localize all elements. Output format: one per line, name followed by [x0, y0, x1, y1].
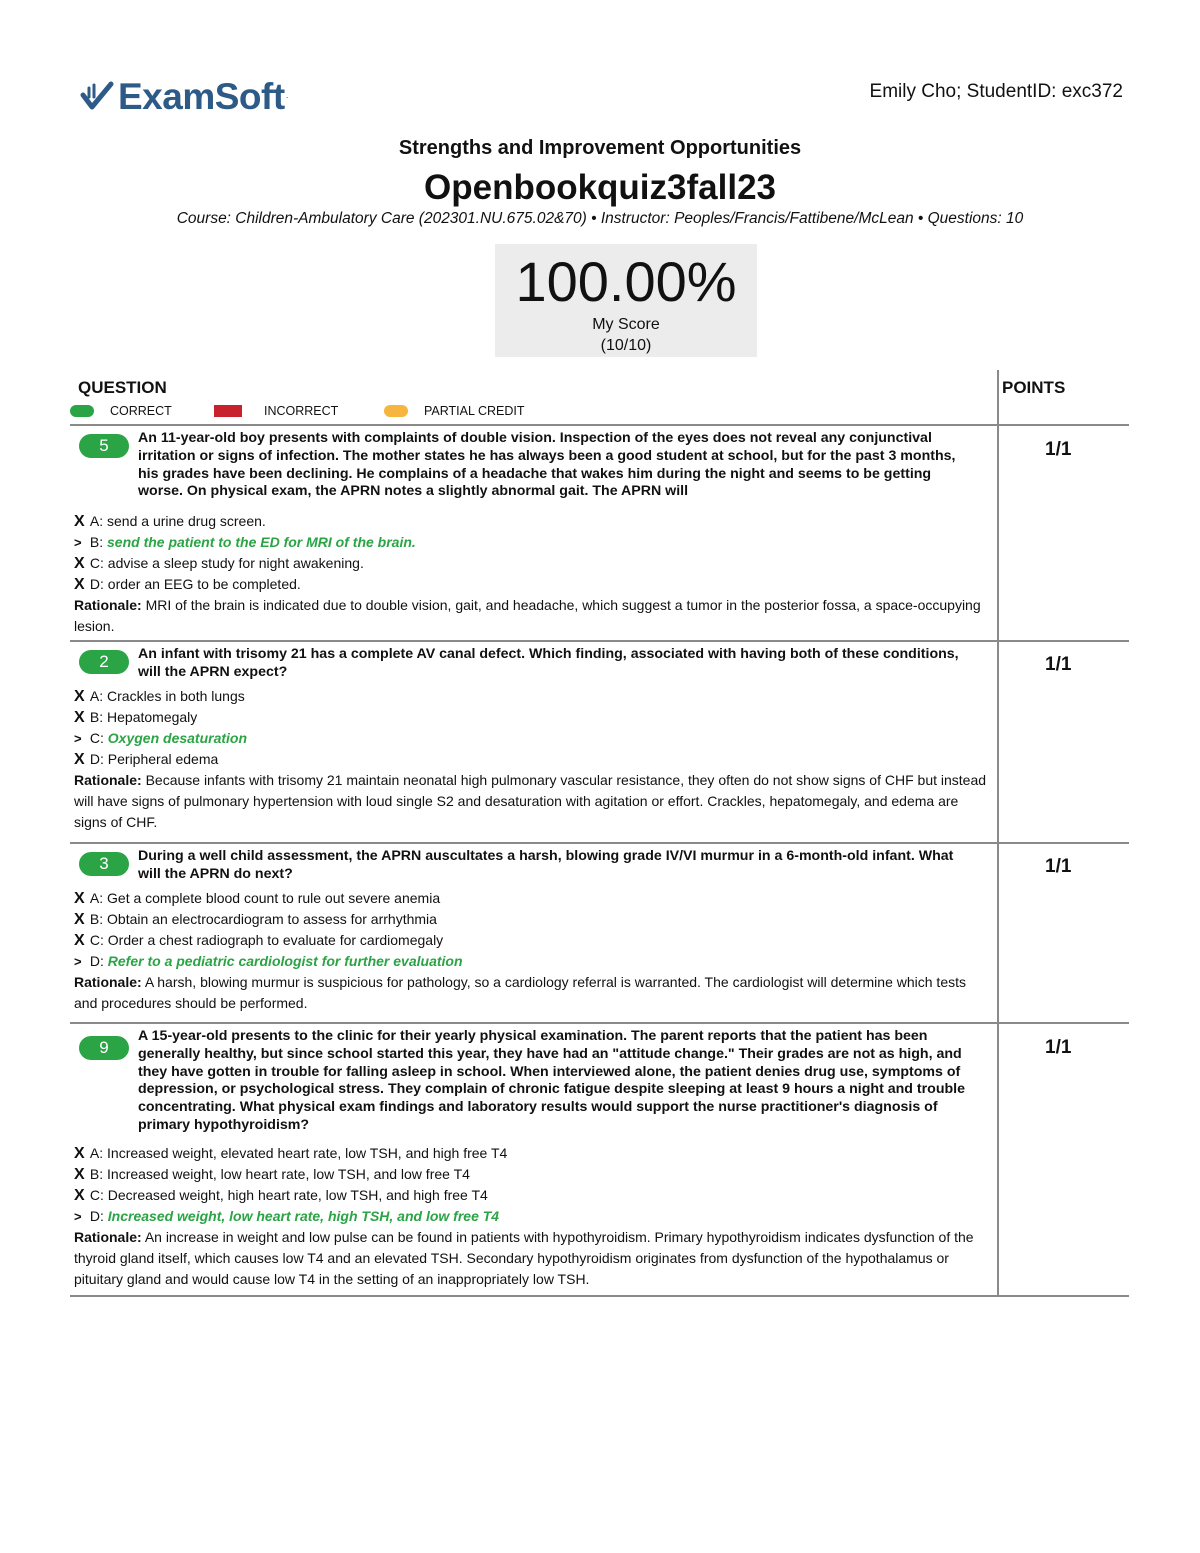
option-text: send a urine drug screen.	[107, 513, 266, 530]
question-block	[70, 1023, 995, 1290]
question-header	[70, 1023, 995, 1135]
incorrect-mark-icon: X	[74, 513, 85, 531]
legend-partial-label: PARTIAL CREDIT	[424, 404, 525, 418]
legend	[70, 402, 524, 420]
answer-option: X D: order an EEG to be completed.	[74, 576, 301, 594]
option-text: Get a complete blood count to rule out severe anemia	[107, 889, 441, 906]
incorrect-mark-icon: X	[74, 750, 85, 768]
answer-option: X C: Order a chest radiograph to evaluate for cardiomegaly	[74, 931, 444, 949]
question-block	[70, 641, 995, 833]
answer-option-correct: > B: send the patient to the ED for MRI of the brain.	[74, 532, 995, 553]
question-header	[70, 843, 995, 884]
answer-option-correct: > C: Oxygen desaturation	[74, 728, 995, 749]
question-text: A 15-year-old presents to the clinic for their yearly physical examination. The parent reports that the patient has been generally healthy, but since school started this year, they have had an "attitude change." Their grades are not as high, and they have gotten in trouble for falling asleep in school. When interviewed alone, the patient denies drug use, symptoms of depression, or psychological stress. They complain of chronic fatigue despite sleeping at least 9 hours a night and trouble concentrating. What physical exam findings and laboratory results would support the nurse practitioner's diagnosis of primary hypothyroidism?	[138, 1028, 965, 1133]
incorrect-mark-icon: X	[74, 931, 85, 949]
rationale	[74, 595, 989, 637]
legend-correct-label: CORRECT	[110, 404, 172, 418]
question-text: An infant with trisomy 21 has a complete AV canal defect. Which finding, associated with having both of these conditions, will the APRN expect?	[138, 646, 959, 680]
answer-option: X B: Hepatomegaly	[74, 708, 198, 726]
option-text: Increased weight, low heart rate, high TSH, and low free T4	[107, 1207, 500, 1224]
incorrect-mark-icon: X	[74, 1186, 85, 1204]
question-points: 1/1	[1045, 654, 1072, 675]
correct-arrow-icon: >	[74, 953, 82, 969]
incorrect-mark-icon: X	[74, 1165, 85, 1183]
incorrect-mark-icon: X	[74, 555, 85, 573]
question-points: 1/1	[1045, 1037, 1072, 1058]
question-header	[70, 641, 995, 682]
score-fraction: (10/10)	[600, 337, 652, 354]
rationale-text: An increase in weight and low pulse can be found in patients with hypothyroidism. Primary hypothyroidism indicates dysfunction of the thyroid gland itself, which causes low T4 and an elevated TSH. Secondary hypothyroidism originates from dysfunction of the hypothalamus or pituitary gland and would cause low T4 in the setting of an inappropriately low TSH.	[74, 1228, 974, 1287]
question-number-badge: 5	[79, 434, 129, 458]
answer-option-correct: > D: Increased weight, low heart rate, high TSH, and low free T4	[74, 1206, 995, 1227]
student-info: Emily Cho; StudentID: exc372	[869, 81, 1123, 102]
correct-arrow-icon: >	[74, 535, 82, 551]
examsoft-logo	[80, 74, 289, 120]
option-text: Order a chest radiograph to evaluate for cardiomegaly	[107, 931, 444, 948]
rationale	[74, 1227, 989, 1290]
question-column-header: QUESTION	[78, 378, 167, 397]
question-number-badge: 2	[79, 650, 129, 674]
examsoft-checkmark-icon	[80, 80, 114, 114]
logo-mark: ·	[285, 92, 289, 102]
option-text: Crackles in both lungs	[107, 687, 245, 704]
rationale-label: Rationale:	[74, 973, 142, 990]
table-rule	[70, 1295, 1129, 1297]
incorrect-mark-icon: X	[74, 910, 85, 928]
incorrect-mark-icon: X	[74, 708, 85, 726]
rationale-text: Because infants with trisomy 21 maintain neonatal high pulmonary vascular resistance, they often do not show signs of CHF but instead will have signs of pulmonary hypertension with loud single S2 and desaturation with agitation or effort. Crackles, hepatomegaly, and edema are signs of CHF.	[74, 771, 987, 830]
answer-option: X A: Get a complete blood count to rule out severe anemia	[74, 889, 441, 907]
column-divider	[997, 370, 999, 1296]
rationale-label: Rationale:	[74, 771, 142, 788]
correct-arrow-icon: >	[74, 1208, 82, 1224]
answer-option: X D: Peripheral edema	[74, 750, 219, 768]
rationale-label: Rationale:	[74, 1228, 142, 1245]
question-number-badge: 9	[79, 1036, 129, 1060]
score-box	[495, 244, 757, 357]
incorrect-mark-icon: X	[74, 889, 85, 907]
question-header	[70, 425, 995, 501]
option-text: Increased weight, low heart rate, low TSH, and low free T4	[107, 1165, 470, 1182]
question-block	[70, 425, 995, 637]
course-info: Course: Children-Ambulatory Care (202301.NU.675.02&70) • Instructor: Peoples/Francis/Fattibene/McLean • Questions: 10	[176, 210, 1024, 227]
option-text: order an EEG to be completed.	[107, 576, 301, 593]
rationale-text: A harsh, blowing murmur is suspicious for pathology, so a cardiology referral is warranted. The cardiologist will determine which tests and procedures should be performed.	[74, 973, 966, 1011]
legend-incorrect-label: INCORRECT	[264, 404, 339, 418]
answer-option: X A: send a urine drug screen.	[74, 513, 266, 531]
logo-wordmark: ExamSoft	[118, 76, 285, 117]
rationale-label: Rationale:	[74, 597, 142, 614]
answer-option: X B: Obtain an electrocardiogram to assess for arrhythmia	[74, 910, 437, 928]
points-column-header: POINTS	[1002, 378, 1066, 397]
question-text: An 11-year-old boy presents with complaints of double vision. Inspection of the eyes does not reveal any conjunctival irritation or signs of infection. The mother states he has always been a good student at school, but for the past 3 months, his grades have been declining. He complains of a headache that wakes him during the night and seems to be getting worse. On physical exam, the APRN notes a slightly abnormal gait. The APRN will	[138, 430, 956, 500]
option-text: send the patient to the ED for MRI of the brain.	[107, 534, 416, 551]
question-points: 1/1	[1045, 439, 1072, 460]
legend-incorrect-swatch	[214, 405, 242, 417]
score-percent: 100.00%	[515, 250, 737, 313]
option-text: Increased weight, elevated heart rate, low TSH, and high free T4	[107, 1144, 508, 1161]
correct-arrow-icon: >	[74, 730, 82, 746]
score-label: My Score	[592, 316, 660, 333]
answer-option: X A: Increased weight, elevated heart rate, low TSH, and high free T4	[74, 1144, 508, 1162]
option-text: Obtain an electrocardiogram to assess for arrhythmia	[107, 910, 437, 927]
rationale-text: MRI of the brain is indicated due to double vision, gait, and headache, which suggest a tumor in the posterior fossa, a space-occupying lesion.	[74, 597, 981, 635]
answer-option: X A: Crackles in both lungs	[74, 687, 245, 705]
legend-correct-swatch	[70, 405, 94, 417]
rationale	[74, 770, 989, 833]
option-text: Refer to a pediatric cardiologist for further evaluation	[107, 952, 463, 969]
option-text: Peripheral edema	[107, 750, 219, 767]
report-subtitle: Strengths and Improvement Opportunities	[398, 137, 802, 159]
incorrect-mark-icon: X	[74, 576, 85, 594]
option-text: Oxygen desaturation	[107, 729, 248, 746]
answer-option-correct: > D: Refer to a pediatric cardiologist for further evaluation	[74, 951, 995, 972]
question-points: 1/1	[1045, 856, 1072, 877]
question-text: During a well child assessment, the APRN auscultates a harsh, blowing grade IV/VI murmur in a 6-month-old infant. What will the APRN do next?	[138, 848, 954, 882]
legend-partial-swatch	[384, 405, 408, 417]
quiz-title: Openbookquiz3fall23	[424, 168, 776, 207]
incorrect-mark-icon: X	[74, 1144, 85, 1162]
option-text: Decreased weight, high heart rate, low TSH, and high free T4	[107, 1186, 488, 1203]
answer-option: X C: advise a sleep study for night awakening.	[74, 555, 364, 573]
answer-option: X C: Decreased weight, high heart rate, low TSH, and high free T4	[74, 1186, 488, 1204]
option-text: advise a sleep study for night awakening.	[107, 555, 364, 572]
incorrect-mark-icon: X	[74, 687, 85, 705]
answer-option: X B: Increased weight, low heart rate, low TSH, and low free T4	[74, 1165, 470, 1183]
question-number-badge: 3	[79, 852, 129, 876]
question-block	[70, 843, 995, 1014]
rationale	[74, 972, 989, 1014]
option-text: Hepatomegaly	[107, 708, 198, 725]
